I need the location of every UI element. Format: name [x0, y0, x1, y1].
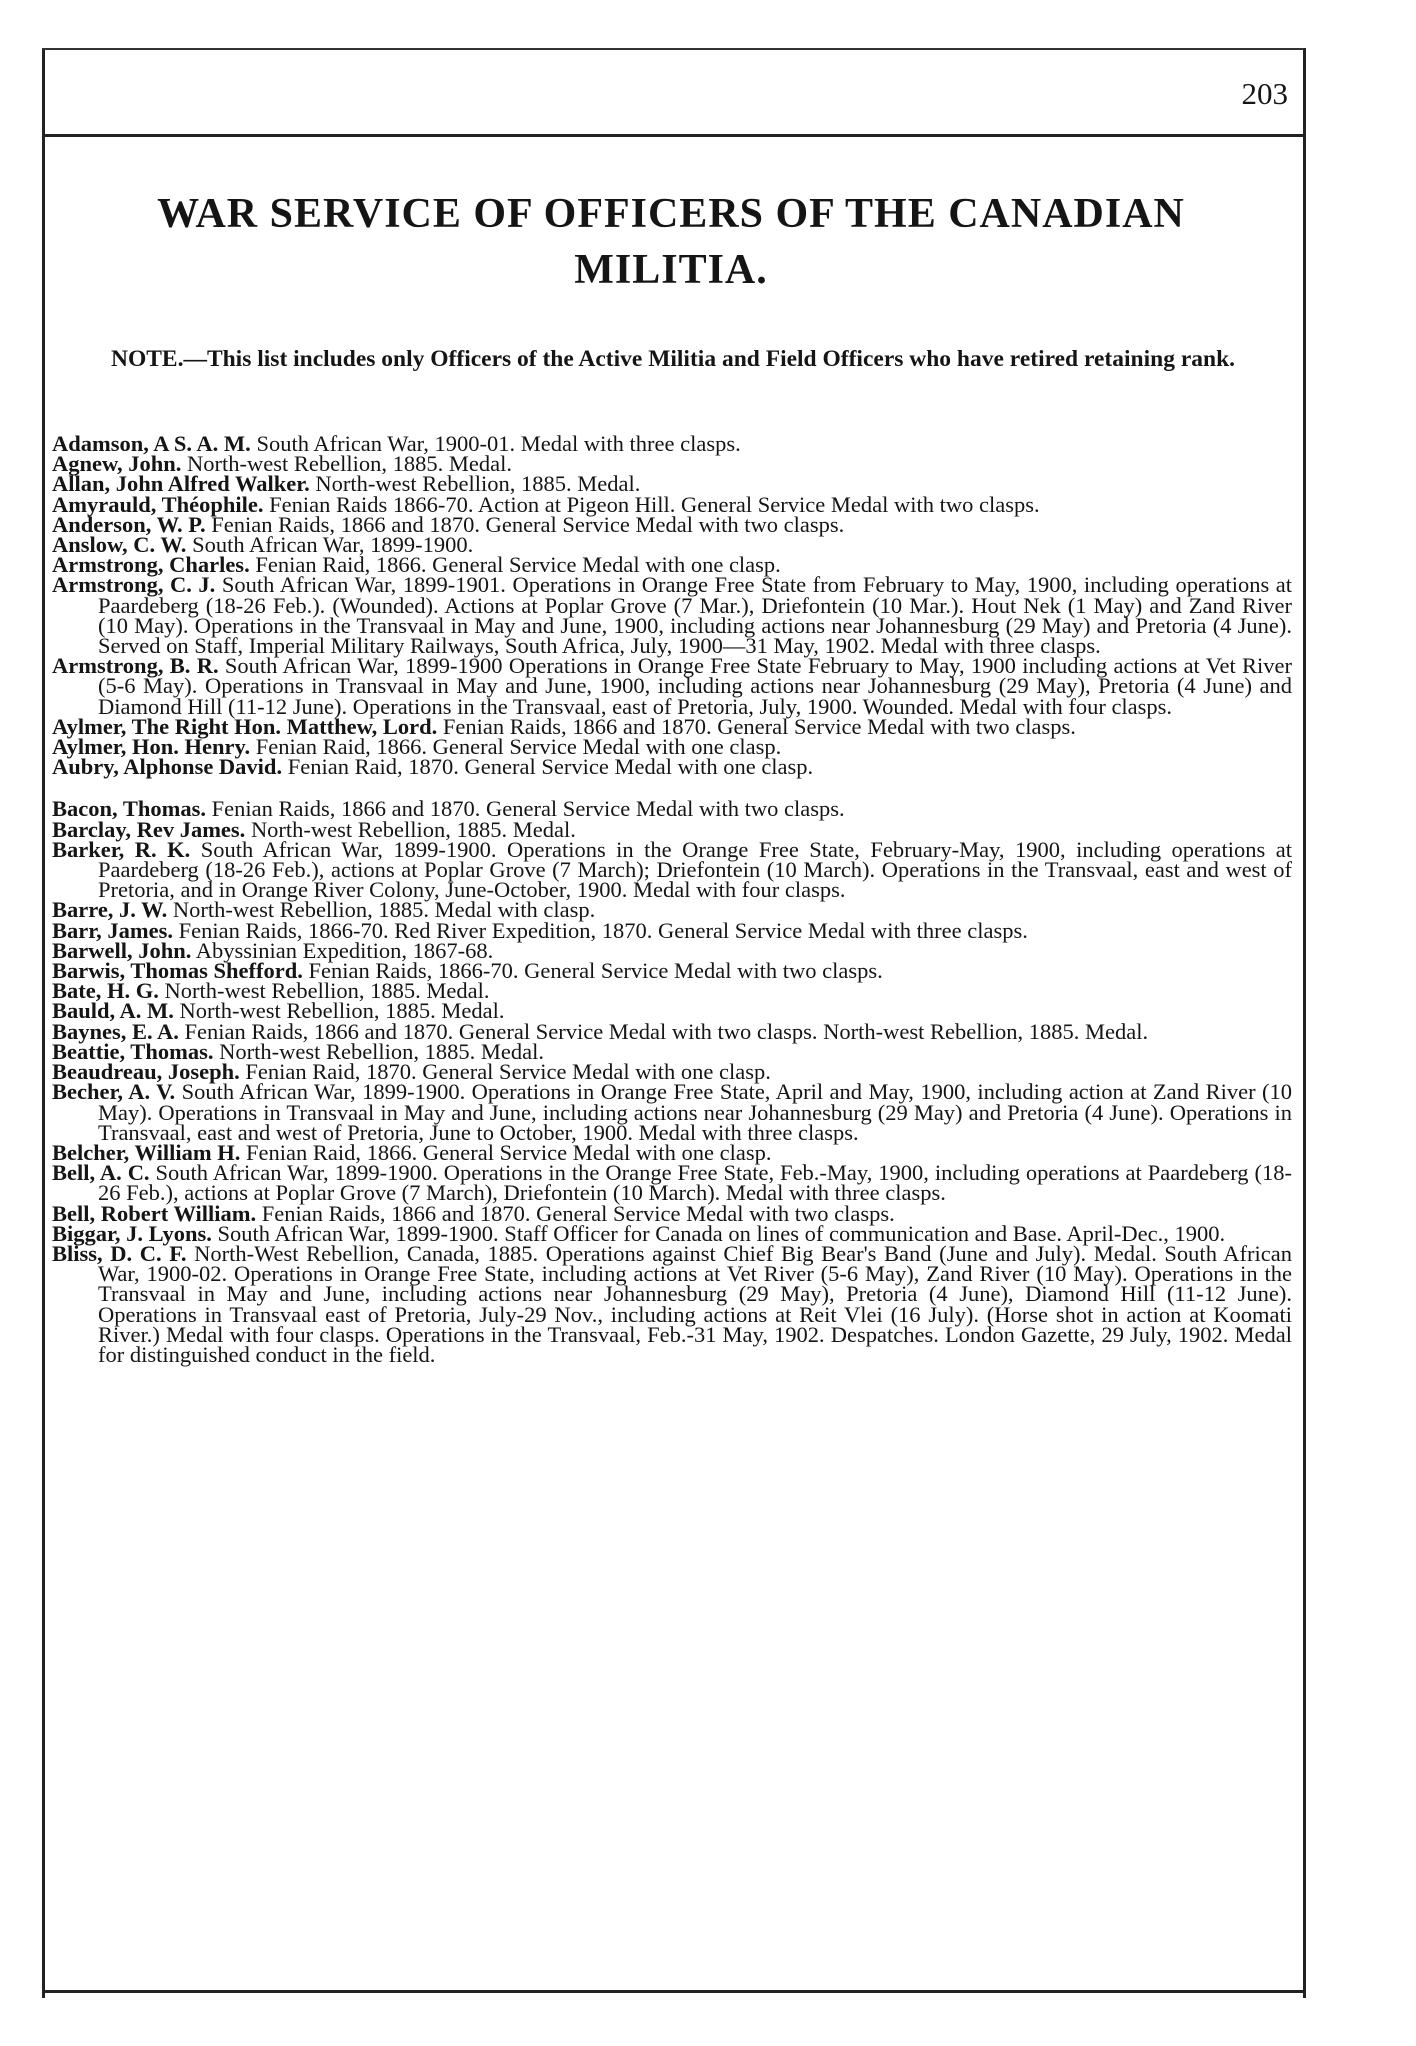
- entry-text: Fenian Raids, 1866 and 1870. General Service Medal with two clasps.: [442, 713, 1076, 739]
- entry-name: Barwell, John.: [52, 937, 192, 963]
- entry-name: Aubry, Alphonse David.: [52, 754, 283, 780]
- entry-text: North-west Rebellion, 1885. Medal.: [164, 978, 490, 1004]
- entry-name: Barr, James.: [52, 917, 174, 943]
- entry-text: Fenian Raids, 1866-70. General Service Medal with two clasps.: [308, 958, 883, 984]
- entry-name: Amyrauld, Théophile.: [52, 491, 264, 517]
- bottom-rule: [42, 1990, 1304, 1993]
- entry-text: South African War, 1899-1901. Operations in Orange Free State from February to May, 1900, including operations at Paardeberg (18-26 Feb.). (Wounded). Actions at Poplar Grove (7 Mar.), Driefontein (10 Mar.). Hout Nek (1 May) and Zand River (10 May). Operations in the Transvaal in May and June, 1900, including actions near Johannesburg (29 May) and Pretoria (4 June). Served on Staff, Imperial Military Railways, South Africa, July, 1900—31 May, 1902. Medal with three clasps.: [98, 572, 1292, 659]
- entry-text: Fenian Raids, 1866 and 1870. General Service Medal with two clasps.: [211, 796, 845, 822]
- header-rule: [42, 134, 1304, 137]
- entry-name: Adamson, A S. A. M.: [52, 431, 251, 456]
- entry-name: Bliss, D. C. F.: [52, 1240, 187, 1266]
- entry-text: North-west Rebellion, 1885. Medal.: [315, 471, 641, 497]
- entry-name: Armstrong, C. J.: [52, 572, 216, 598]
- entry-text: Fenian Raid, 1870. General Service Medal with one clasp.: [287, 754, 814, 780]
- entry-text: North-west Rebellion, 1885. Medal.: [219, 1038, 545, 1064]
- entry-text: South African War, 1900-01. Medal with three clasps.: [256, 431, 741, 456]
- entry-name: Barwis, Thomas Shefford.: [52, 958, 303, 984]
- top-rule: [42, 48, 1304, 50]
- entry-name: Beaudreau, Joseph.: [52, 1059, 240, 1085]
- entry-name: Bell, Robert William.: [52, 1200, 257, 1226]
- page-number: 203: [1241, 76, 1288, 111]
- entry-name: Armstrong, Charles.: [52, 552, 250, 578]
- entry-text: Fenian Raids, 1866-70. Red River Expedition, 1870. General Service Medal with three clasps.: [178, 917, 1028, 943]
- entry-name: Barclay, Rev James.: [52, 816, 246, 842]
- entry-text: North-west Rebellion, 1885. Medal with clasp.: [172, 897, 596, 923]
- entry-text: South African War, 1899-1900. Operations in the Orange Free State, Feb.-May, 1900, including operations at Paardeberg (18-26 Feb.), actions at Poplar Grove (7 March), Driefontein (10 March). Medal with three clasps.: [98, 1160, 1292, 1206]
- entry-name: Becher, A. V.: [52, 1079, 176, 1105]
- entry-text: Fenian Raids, 1866 and 1870. General Service Medal with two clasps.: [211, 511, 845, 537]
- list-item: [52, 1079, 1292, 1145]
- entry-name: Baynes, E. A.: [52, 1018, 179, 1044]
- entry-text: South African War, 1899-1900.: [192, 532, 474, 558]
- entry-name: Allan, John Alfred Walker.: [52, 471, 310, 497]
- entry-name: Anderson, W. P.: [52, 511, 206, 537]
- entry-name: Aylmer, The Right Hon. Matthew, Lord.: [52, 713, 438, 739]
- entry-name: Bate, H. G.: [52, 978, 159, 1004]
- entry-name: Armstrong, B. R.: [52, 653, 219, 679]
- list-item: [52, 754, 1292, 780]
- entry-text: South African War, 1899-1900. Staff Officer for Canada on lines of communication and Base. April-Dec., 1900.: [217, 1220, 1226, 1246]
- entry-name: Belcher, William H.: [52, 1139, 241, 1165]
- list-item: [52, 653, 1293, 719]
- list-item: [52, 836, 1292, 903]
- entry-name: Beattie, Thomas.: [52, 1038, 214, 1064]
- entry-text: North-west Rebellion, 1885. Medal.: [187, 451, 512, 477]
- entry-text: North-west Rebellion, 1885. Medal.: [250, 816, 576, 842]
- entry-text: Fenian Raid, 1866. General Service Medal with one clasp.: [255, 734, 782, 760]
- entry-text: Fenian Raids, 1866 and 1870. General Service Medal with two clasps.: [261, 1200, 895, 1226]
- list-item: [52, 1160, 1292, 1206]
- entry-text: North-West Rebellion, Canada, 1885. Operations against Chief Big Bear's Band (June and July). Medal. South African War, 1900-02. Operations in Orange Free State, including actions at Vet River (5-6 May), Zand River (10 May). Operations in the Transvaal in May and June, including actions near Johannesburg (29 May), Pretoria (4 June), Diamond Hill (11-12 June). Operations in Transvaal east of Pretoria, July-29 Nov., including actions at Reit Vlei (16 July). (Horse shot in action at Koomati River.) Medal with four clasps. Operations in the Transvaal, Feb.-31 May, 1902. Despatches. London Gazette, 29 July, 1902. Medal for distinguished conduct in the field.: [98, 1240, 1293, 1367]
- entry-name: Barre, J. W.: [52, 897, 168, 923]
- entry-text: North-west Rebellion, 1885. Medal.: [179, 998, 505, 1024]
- entry-name: Barker, R. K.: [52, 836, 191, 862]
- note: NOTE.—This list includes only Officers of the Active Militia and Field Officers who have retired retaining rank.: [110, 346, 1236, 372]
- entry-name: Aylmer, Hon. Henry.: [52, 734, 251, 760]
- entry-name: Agnew, John.: [52, 451, 182, 477]
- entry-text: Fenian Raid, 1866. General Service Medal with one clasp.: [255, 552, 781, 578]
- officer-list: [52, 431, 1293, 1367]
- entry-text: Abyssinian Expedition, 1867-68.: [195, 937, 494, 963]
- entry-name: Biggar, J. Lyons.: [52, 1220, 212, 1246]
- title-line-1: WAR SERVICE OF OFFICERS OF THE CANADIAN: [157, 191, 1185, 237]
- list-item: [52, 1240, 1293, 1367]
- entry-text: South African War, 1899-1900. Operations in the Orange Free State, February-May, 1900, including operations at Paardeberg (18-26 Feb.), actions at Poplar Grove (7 March); Driefontein (10 March). Operations in the Transvaal, east and west of Pretoria, and in Orange River Colony, June-October, 1900. Medal with four clasps.: [98, 836, 1292, 903]
- entry-name: Bacon, Thomas.: [52, 796, 206, 822]
- entry-text: Fenian Raid, 1866. General Service Medal with one clasp.: [245, 1139, 772, 1165]
- entries-group-b: [52, 796, 1293, 1367]
- entry-text: Fenian Raid, 1870. General Service Medal with one clasp.: [245, 1059, 771, 1085]
- entry-text: South African War, 1899-1900. Operations in Orange Free State, April and May, 1900, including action at Zand River (10 May). Operations in Transvaal in May and June, including actions near Johannesburg (29 May) and Pretoria (4 June). Operations in Transvaal, east and west of Pretoria, June to October, 1900. Medal with three clasps.: [98, 1079, 1292, 1145]
- entry-name: Bell, A. C.: [52, 1160, 150, 1186]
- page-title: [60, 186, 1282, 298]
- entry-text: South African War, 1899-1900 Operations in Orange Free State February to May, 1900 including actions at Vet River (5-6 May). Operations in Transvaal in May and June, 1900, including actions near Johannesburg (29 May), Pretoria (4 June) and Diamond Hill (11-12 June). Operations in the Transvaal, east of Pretoria, July, 1900. Wounded. Medal with four clasps.: [98, 653, 1293, 719]
- list-item: [52, 572, 1292, 659]
- entry-text: Fenian Raids, 1866 and 1870. General Service Medal with two clasps. North-west Rebellion, 1885. Medal.: [184, 1018, 1149, 1044]
- entries-group-a: [52, 431, 1293, 780]
- entry-name: Bauld, A. M.: [52, 998, 174, 1024]
- entry-name: Anslow, C. W.: [52, 532, 187, 558]
- title-line-2: MILITIA.: [574, 247, 768, 293]
- entry-text: Fenian Raids 1866-70. Action at Pigeon Hill. General Service Medal with two clasps.: [269, 491, 1040, 517]
